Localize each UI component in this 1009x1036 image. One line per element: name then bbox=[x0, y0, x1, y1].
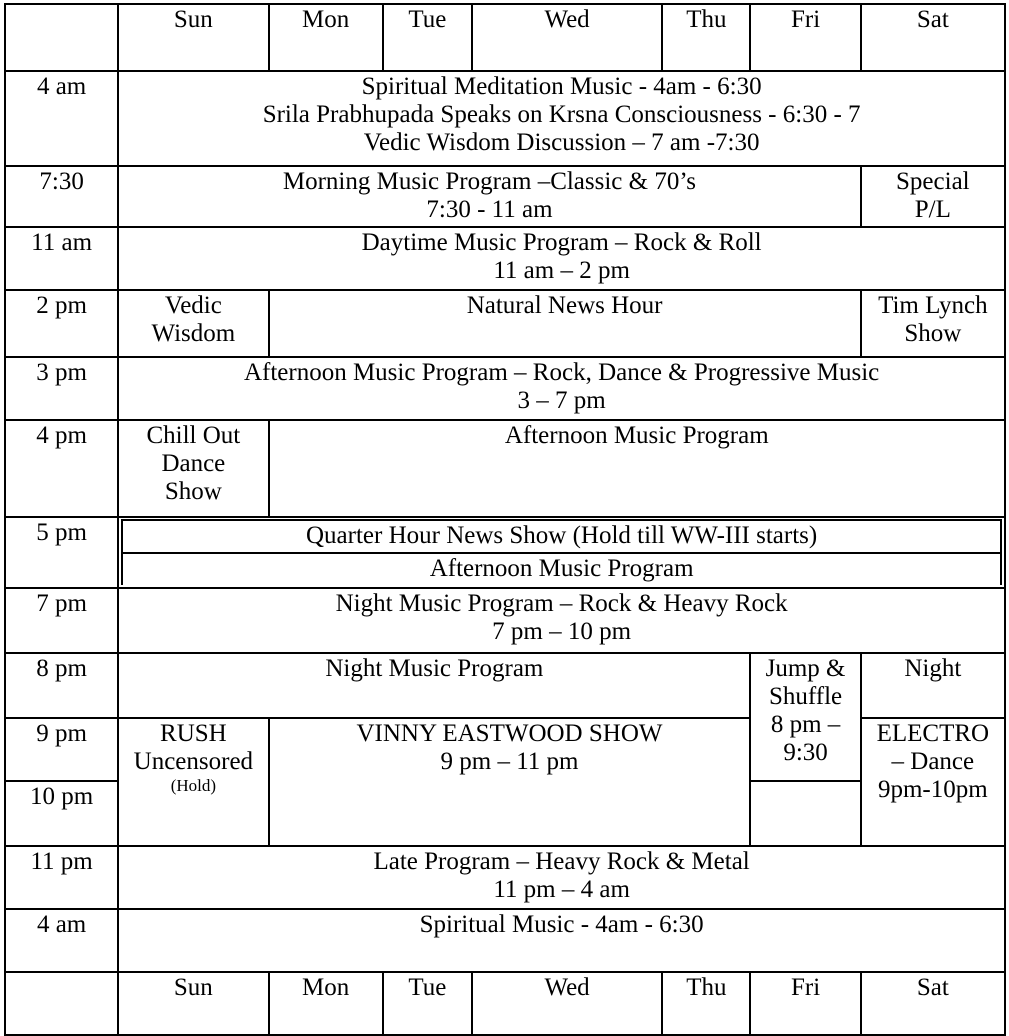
program-line-hold: (Hold) bbox=[170, 776, 217, 795]
time-label-8pm: 8 pm bbox=[5, 653, 118, 718]
time-label-9pm: 9 pm bbox=[5, 718, 118, 781]
schedule-table-container bbox=[0, 3, 1009, 1027]
program-line: Show bbox=[164, 478, 222, 505]
program-spiritual-music: Spiritual Music - 4am - 6:30 bbox=[118, 909, 1005, 972]
program-jump-shuffle bbox=[750, 653, 860, 781]
program-line: VINNY EASTWOOD SHOW bbox=[356, 720, 663, 747]
program-early-morning-block bbox=[118, 71, 1005, 166]
schedule-row-11am bbox=[5, 227, 1005, 290]
program-line: Jump & bbox=[765, 655, 846, 682]
program-chill-out-dance-show bbox=[118, 420, 268, 517]
time-label-4pm: 4 pm bbox=[5, 420, 118, 517]
program-line: Afternoon Music Program – Rock, Dance & Progressive Music bbox=[243, 359, 880, 386]
day-header-wed: Wed bbox=[472, 4, 662, 71]
program-line: – Dance bbox=[891, 748, 975, 775]
program-night-sat: Night bbox=[861, 653, 1005, 718]
program-line: Morning Music Program –Classic & 70’s bbox=[282, 168, 697, 195]
program-natural-news-hour: Natural News Hour bbox=[269, 290, 861, 357]
header-corner-blank bbox=[5, 4, 118, 71]
time-label-3pm: 3 pm bbox=[5, 357, 118, 420]
day-header-mon: Mon bbox=[269, 4, 383, 71]
program-night-music-program: Night Music Program bbox=[118, 653, 750, 718]
program-rush-uncensored bbox=[118, 718, 268, 846]
program-line: Special bbox=[896, 168, 970, 195]
schedule-row-5pm bbox=[5, 517, 1005, 588]
program-electro-dance bbox=[861, 718, 1005, 846]
program-line: Wisdom bbox=[151, 320, 236, 347]
table-footer-row bbox=[5, 972, 1005, 1035]
program-line: 8 pm – bbox=[770, 711, 841, 738]
footer-day-sat: Sat bbox=[861, 972, 1005, 1035]
program-line: 9 pm – 11 pm bbox=[440, 748, 579, 775]
time-label-4am-bottom: 4 am bbox=[5, 909, 118, 972]
program-line: Spiritual Meditation Music - 4am - 6:30 bbox=[361, 73, 762, 100]
program-line: Night Music Program – Rock & Heavy Rock bbox=[335, 590, 788, 617]
schedule-row-730 bbox=[5, 166, 1005, 227]
split-row-bottom bbox=[122, 553, 1001, 585]
table-header-row bbox=[5, 4, 1005, 71]
program-afternoon-music-program-2: Afternoon Music Program bbox=[122, 553, 1001, 585]
time-label-10pm: 10 pm bbox=[5, 781, 118, 846]
program-vedic-wisdom bbox=[118, 290, 268, 357]
footer-day-sun: Sun bbox=[118, 972, 268, 1035]
program-line: 9pm-10pm bbox=[877, 776, 988, 803]
program-line: ELECTRO bbox=[876, 720, 990, 747]
program-line: 9:30 bbox=[783, 739, 828, 766]
footer-day-mon: Mon bbox=[269, 972, 383, 1035]
schedule-row-4am-bottom bbox=[5, 909, 1005, 972]
split-subtable bbox=[121, 519, 1002, 585]
schedule-row-4am bbox=[5, 71, 1005, 166]
program-morning-music bbox=[118, 166, 860, 227]
time-label-7pm: 7 pm bbox=[5, 588, 118, 653]
day-header-tue: Tue bbox=[383, 4, 472, 71]
program-line: Shuffle bbox=[768, 683, 843, 710]
footer-day-thu: Thu bbox=[662, 972, 750, 1035]
program-line: 3 – 7 pm bbox=[517, 387, 606, 414]
schedule-row-3pm bbox=[5, 357, 1005, 420]
footer-day-wed: Wed bbox=[472, 972, 662, 1035]
footer-day-fri: Fri bbox=[750, 972, 860, 1035]
program-line: Late Program – Heavy Rock & Metal bbox=[373, 848, 750, 875]
program-daytime-music bbox=[118, 227, 1005, 290]
program-special-pl bbox=[861, 166, 1005, 227]
weekly-schedule-table bbox=[4, 3, 1006, 1036]
day-header-sat: Sat bbox=[861, 4, 1005, 71]
program-line: Daytime Music Program – Rock & Roll bbox=[361, 229, 762, 256]
program-line: 7:30 - 11 am bbox=[426, 196, 553, 223]
schedule-row-7pm bbox=[5, 588, 1005, 653]
time-label-11am: 11 am bbox=[5, 227, 118, 290]
schedule-row-11pm bbox=[5, 846, 1005, 909]
schedule-row-2pm bbox=[5, 290, 1005, 357]
program-line: 11 am – 2 pm bbox=[493, 257, 630, 284]
program-afternoon-music-rock-dance bbox=[118, 357, 1005, 420]
program-line: Srila Prabhupada Speaks on Krsna Consciousness - 6:30 - 7 bbox=[262, 101, 861, 128]
program-empty-fri-10pm bbox=[750, 781, 860, 846]
footer-day-tue: Tue bbox=[383, 972, 472, 1035]
program-line: 11 pm – 4 am bbox=[493, 876, 630, 903]
day-header-fri: Fri bbox=[750, 4, 860, 71]
program-line: Tim Lynch bbox=[878, 292, 988, 319]
time-label-4am: 4 am bbox=[5, 71, 118, 166]
program-line: Vedic Wisdom Discussion – 7 am -7:30 bbox=[363, 129, 760, 156]
program-late-program bbox=[118, 846, 1005, 909]
schedule-row-4pm bbox=[5, 420, 1005, 517]
day-header-thu: Thu bbox=[662, 4, 750, 71]
program-line: Uncensored bbox=[133, 748, 254, 775]
program-night-music-rock-heavy bbox=[118, 588, 1005, 653]
day-header-sun: Sun bbox=[118, 4, 268, 71]
program-5pm-split-container bbox=[118, 517, 1005, 588]
time-label-5pm: 5 pm bbox=[5, 517, 118, 588]
program-line: Vedic bbox=[164, 292, 222, 319]
program-afternoon-music-program: Afternoon Music Program bbox=[269, 420, 1005, 517]
program-line: RUSH bbox=[160, 720, 227, 747]
program-line: Chill Out bbox=[146, 422, 241, 449]
program-line: Show bbox=[904, 320, 962, 347]
time-label-11pm: 11 pm bbox=[5, 846, 118, 909]
program-line: P/L bbox=[914, 196, 951, 223]
program-vinny-eastwood-show bbox=[269, 718, 751, 846]
split-row-top bbox=[122, 520, 1001, 553]
footer-corner-blank bbox=[5, 972, 118, 1035]
time-label-2pm: 2 pm bbox=[5, 290, 118, 357]
program-line: 7 pm – 10 pm bbox=[492, 618, 632, 645]
program-line: Dance bbox=[161, 450, 226, 477]
schedule-row-8pm bbox=[5, 653, 1005, 718]
program-quarter-hour-news: Quarter Hour News Show (Hold till WW-III starts) bbox=[122, 520, 1001, 553]
time-label-730: 7:30 bbox=[5, 166, 118, 227]
program-tim-lynch-show bbox=[861, 290, 1005, 357]
